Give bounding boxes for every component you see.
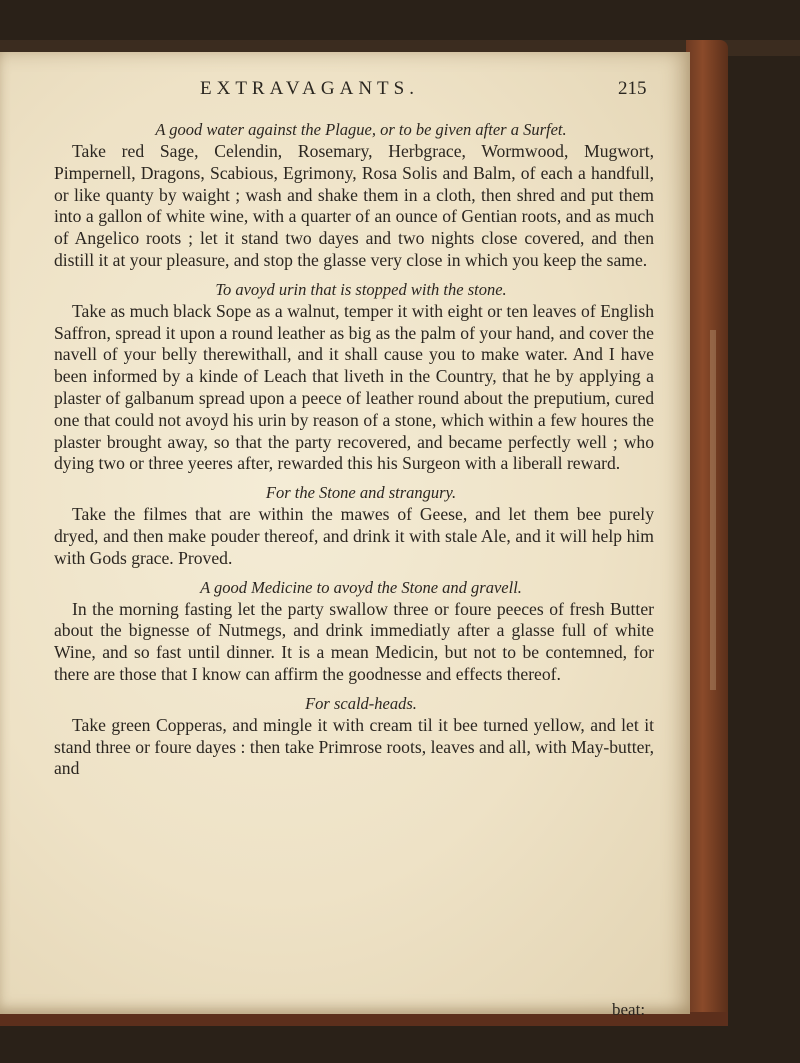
recipe-heading: To avoyd urin that is stopped with the stone. xyxy=(215,279,507,299)
recipe-body: Take as much black Sope as a walnut, temper it with eight or ten leaves of English Saffron, spread it upon a round leather as big as the palm of your hand, and cover the navell of your belly therewithall, and it shall cause you to make water. And I have been informed by a kinde of Leach that liveth in the Country, that he by applying a plaster of galbanum spread upon a peece of leather round about the preputium, cured one that could not avoyd his urin by reason of a stone, which within a few houres the plaster brought away, so that the party recovered, and became perfectly well ; who dying two or three yeeres after, rewarded this his Surgeon with a liberall reward. xyxy=(54,300,654,474)
recipe-heading: For scald-heads. xyxy=(305,693,417,713)
recipe xyxy=(54,576,654,686)
recipe xyxy=(54,278,654,475)
recipe-heading: For the Stone and strangury. xyxy=(265,483,457,503)
recipe-heading: A good water against the Plague, or to be given after a Surfet. xyxy=(155,120,567,139)
recipe-body: In the morning fasting let the party swallow three or foure peeces of fresh Butter about the bignesse of Nutmegs, and drink immediatly after a glasse full of white Wine, and so fast until dinner. It is a mean Medicin, but not to be contemned, for there are those that I know can affirm the goodnesse and effects thereof. xyxy=(54,598,654,684)
recipe xyxy=(54,692,654,780)
catchword: beat: xyxy=(612,1000,646,1019)
recipe xyxy=(54,118,654,272)
recipe xyxy=(54,481,654,569)
page-header xyxy=(0,78,690,108)
recipe-body: Take the filmes that are within the mawes of Geese, and let them bee purely dryed, and then make pouder thereof, and drink it with stale Ale, and it will help him with Gods grace. Proved. xyxy=(54,504,654,568)
recipe-body: Take red Sage, Celendin, Rosemary, Herbgrace, Wormwood, Mugwort, Pimpernell, Dragons, Scabious, Egrimony, Rosa Solis and Balm, of each a handfull, or like quanty by waight ; wash and shake them in a cloth, then shred and put them into a gallon of white wine, with a quarter of an ounce of Gentian roots, and as much of Angelico roots ; let it stand two dayes and two nights close covered, and then distill it at your pleasure, and stop the glasse very close in which you keep the same. xyxy=(54,141,654,270)
running-head: EXTRAVAGANTS. xyxy=(200,78,419,99)
book-binding xyxy=(686,40,728,1020)
page-number: 215 xyxy=(618,78,647,99)
page-text xyxy=(54,118,654,786)
binding-edge xyxy=(710,330,716,690)
recipe-heading: A good Medicine to avoyd the Stone and gravell. xyxy=(200,577,522,597)
recipe-body: Take green Copperas, and mingle it with cream til it bee turned yellow, and let it stand three or foure dayes : then take Primrose roots, leaves and all, with May-butter, and xyxy=(54,714,654,779)
